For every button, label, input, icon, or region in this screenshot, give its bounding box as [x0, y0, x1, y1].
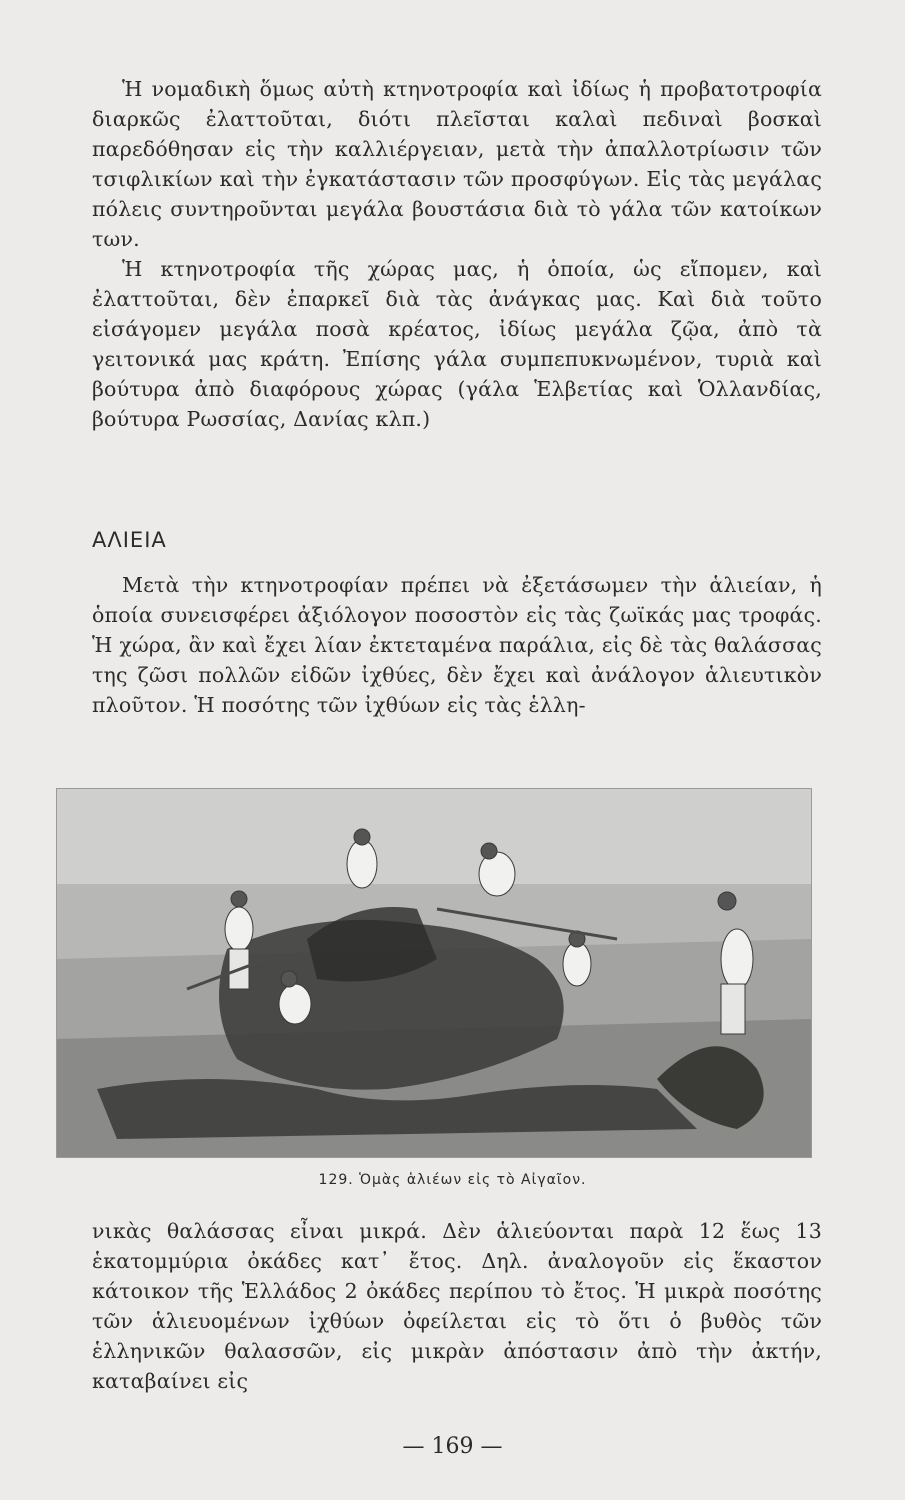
fishermen-photo-illustration: [57, 789, 811, 1157]
fishermen-photograph: [56, 788, 812, 1158]
body-text-top: [92, 74, 822, 434]
page-number: — 169 —: [402, 1434, 503, 1459]
paragraph-nomadic-husbandry: Ἡ νομαδικὴ ὅμως αὐτὴ κτηνοτροφία καὶ ἰδίως ἡ προβατοτροφία διαρκῶς ἐλαττοῦται, διότι πλεῖσται καλαὶ πεδιναὶ βοσκαὶ παρεδόθησαν εἰς τὴν καλλιέργειαν, μετὰ τὴν ἀπαλλοτρίωσιν τῶν τσιφλικίων καὶ τὴν ἐγκατάστασιν τῶν προσφύγων. Εἰς τὰς μεγάλας πόλεις συντηροῦνται μεγάλα βουστάσια διὰ τὸ γάλα τῶν κατοίκων των.: [92, 77, 822, 251]
section-heading-fishing: ΑΛΙΕΙΑ: [92, 528, 167, 552]
figure-caption: 129. Ὁμὰς ἁλιέων εἰς τὸ Αἰγαῖον.: [318, 1172, 587, 1188]
body-text-bottom: [92, 1216, 822, 1396]
body-text-fishing: [92, 570, 822, 720]
paragraph-fishing-continued: νικὰς θαλάσσας εἶναι μικρά. Δὲν ἁλιεύονται παρὰ 12 ἕως 13 ἑκατομμύρια ὀκάδες κατ᾽ ἔτος. Δηλ. ἀναλογοῦν εἰς ἕκαστον κάτοικον τῆς Ἑλλάδος 2 ὀκάδες περίπου τὸ ἔτος. Ἡ μικρὰ ποσότης τῶν ἁλιευομένων ἰχθύων ὀφείλεται εἰς τὸ ὅτι ὁ βυθὸς τῶν ἑλληνικῶν θαλασσῶν, εἰς μικρὰν ἀπόστασιν ἀπὸ τὴν ἀκτήν, καταβαίνει εἰς: [92, 1219, 822, 1393]
paragraph-fishing-intro: Μετὰ τὴν κτηνοτροφίαν πρέπει νὰ ἐξετάσωμεν τὴν ἁλιείαν, ἡ ὁποία συνεισφέρει ἀξιόλογον ποσοστὸν εἰς τὰς ζωϊκάς μας τροφάς. Ἡ χώρα, ἂν καὶ ἔχει λίαν ἐκτεταμένα παράλια, εἰς δὲ τὰς θαλάσσας της ζῶσι πολλῶν εἰδῶν ἰχθύες, δὲν ἔχει καὶ ἀνάλογον ἁλιευτικὸν πλοῦτον. Ἡ ποσότης τῶν ἰχθύων εἰς τὰς ἑλλη-: [92, 573, 822, 717]
paragraph-livestock-imports: Ἡ κτηνοτροφία τῆς χώρας μας, ἡ ὁποία, ὡς εἴπομεν, καὶ ἐλαττοῦται, δὲν ἐπαρκεῖ διὰ τὰς ἀνάγκας μας. Καὶ διὰ τοῦτο εἰσάγομεν μεγάλα ποσὰ κρέατος, ἰδίως μεγάλα ζῷα, ἀπὸ τὰ γειτονικά μας κράτη. Ἐπίσης γάλα συμπεπυκνωμένον, τυριὰ καὶ βούτυρα ἀπὸ διαφόρους χώρας (γάλα Ἑλβετίας καὶ Ὁλλανδίας, βούτυρα Ρωσσίας, Δανίας κλπ.): [92, 257, 822, 431]
